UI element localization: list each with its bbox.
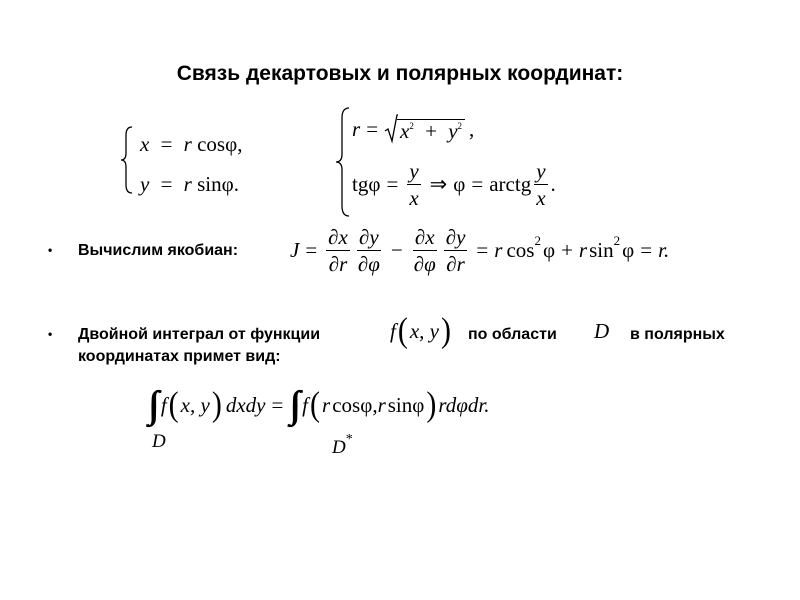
integral-text-c: в полярных [630, 326, 725, 343]
integral-text-b: по области [468, 326, 557, 343]
system2-line1: r = $x^2 + y^2$ , [352, 114, 474, 144]
system1-line2: y = r sinφ. [140, 172, 239, 196]
slide-title: Связь декартовых и полярных координат: [176, 62, 624, 85]
jacobian-label: Вычислим якобиан: [78, 242, 239, 259]
jacobian-formula: J = $\frac{\partial x}{\partial r}$ $\frac{\partial y}{\partial\varphi}$ − $\frac{\partial x}{\partial\varphi}$ $\frac{\partial y}{\partial r}$ = r cos 2 φ + r sin 2 φ = r. [290, 225, 670, 277]
left-brace-system2 [335, 106, 351, 218]
integral-text-a: Двойной интеграл от функции [78, 326, 321, 343]
system1-line1: x = r cosφ, [140, 132, 243, 156]
function-fxy: f ( x, y ) [390, 311, 451, 350]
region-D: D [594, 319, 610, 343]
integral-region-Dstar: D* [332, 432, 353, 458]
double-integral-icon-2: ∫∫ [289, 384, 293, 426]
system2-line2: tg φ = $\frac{y}{x}$ ⇒ φ = arctg $\frac{y}{x}$ . [352, 159, 556, 211]
integral-text-d: координатах примет вид: [78, 348, 281, 365]
bullet-marker-1: • [48, 243, 53, 257]
left-brace-system1 [120, 125, 134, 195]
sqrt-icon [384, 114, 398, 144]
double-integral-icon: ∫∫ [148, 384, 151, 426]
bullet-marker-2: • [48, 327, 53, 341]
integral-region-D: D [152, 431, 166, 452]
double-integral-formula: ∫∫ f ( x, y ) dxdy = ∫∫ f ( r cos φ , r sin φ ) rdφdr. [148, 384, 490, 426]
